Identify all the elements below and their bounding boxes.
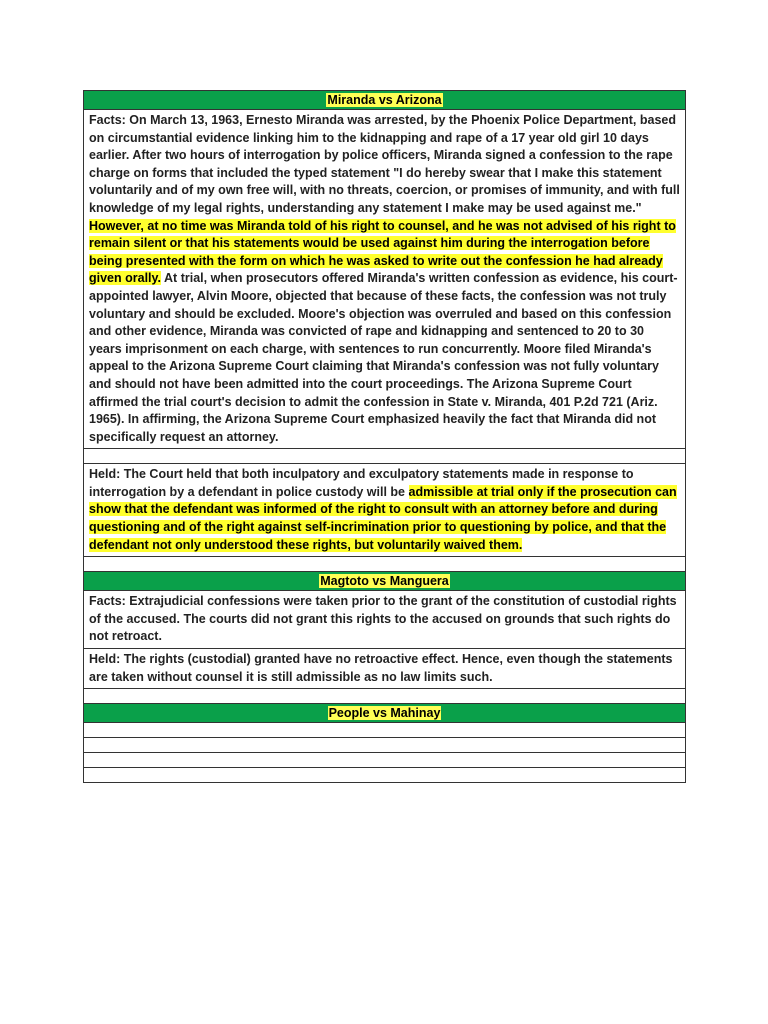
held-highlighted-text: admissible at trial only if the prosecution can show that the defendant was informed of the right to consult with an attorney before and during questioning and of the right against self-incrimination prior to questioning by police, and that the defendant not only understood these rights, but voluntarily waived them. [89, 484, 677, 552]
case-title: Miranda vs Arizona [327, 93, 442, 107]
facts-cell-magtoto: Facts: Extrajudicial confessions were taken prior to the grant of the constitution of custodial rights of the accused. The courts did not grant this rights to the accused on grounds that such rights do not retroact. [84, 591, 686, 649]
empty-row [84, 723, 686, 738]
facts-text-continued: At trial, when prosecutors offered Miranda's written confession as evidence, his court-appointed lawyer, Alvin Moore, objected that because of these facts, the confession was not truly voluntary and should be excluded. Moore's objection was overruled and based on this confession and other evidence, Miranda was convicted of rape and kidnapping and sentenced to 20 to 30 years imprisonment on each charge, with sentences to run concurrently. Moore filed Miranda's appeal to the Arizona Supreme Court claiming that Miranda's confession was not fully voluntary and should not have been admitted into the court proceedings. The Arizona Supreme Court affirmed the trial court's decision to admit the confession in State v. Miranda, 401 P.2d 721 (Ariz. 1965). In affirming, the Arizona Supreme Court emphasized heavily the fact that Miranda did not specifically request an attorney. [89, 271, 678, 444]
empty-row [84, 753, 686, 768]
case-header-miranda [84, 91, 686, 110]
facts-highlighted-text: However, at no time was Miranda told of his right to counsel, and he was not advised of his right to remain silent or that his statements would be used against him during the interrogation before being presented with the form on which he was asked to write out the confession he had already given orally. [89, 218, 676, 286]
empty-row [84, 738, 686, 753]
case-digest-table [83, 90, 686, 783]
empty-row [84, 449, 686, 464]
empty-row [84, 689, 686, 704]
case-title: People vs Mahinay [328, 706, 441, 721]
empty-row [84, 557, 686, 572]
facts-cell-miranda [84, 110, 686, 449]
case-header-magtoto [84, 572, 686, 591]
held-cell-magtoto: Held: The rights (custodial) granted have no retroactive effect. Hence, even though the statements are taken without counsel it is still admissible as no law limits such. [84, 649, 686, 689]
facts-text: Facts: On March 13, 1963, Ernesto Miranda was arrested, by the Phoenix Police Department, based on circumstantial evidence linking him to the kidnapping and rape of a 17 year old girl 10 days earlier. After two hours of interrogation by police officers, Miranda signed a confession to the rape charge on forms that included the typed statement "I do hereby swear that I make this statement voluntarily and of my own free will, with no threats, coercion, or promises of immunity, and with full knowledge of my legal rights, understanding any statement I make may be used against me." [89, 113, 680, 215]
held-cell-miranda [84, 464, 686, 557]
empty-row [84, 768, 686, 783]
case-header-mahinay [84, 704, 686, 723]
case-title: Magtoto vs Manguera [320, 574, 449, 589]
held-text: Held: The Court held that both inculpatory and exculpatory statements made in response to interrogation by a defendant in police custody will be [89, 467, 634, 499]
